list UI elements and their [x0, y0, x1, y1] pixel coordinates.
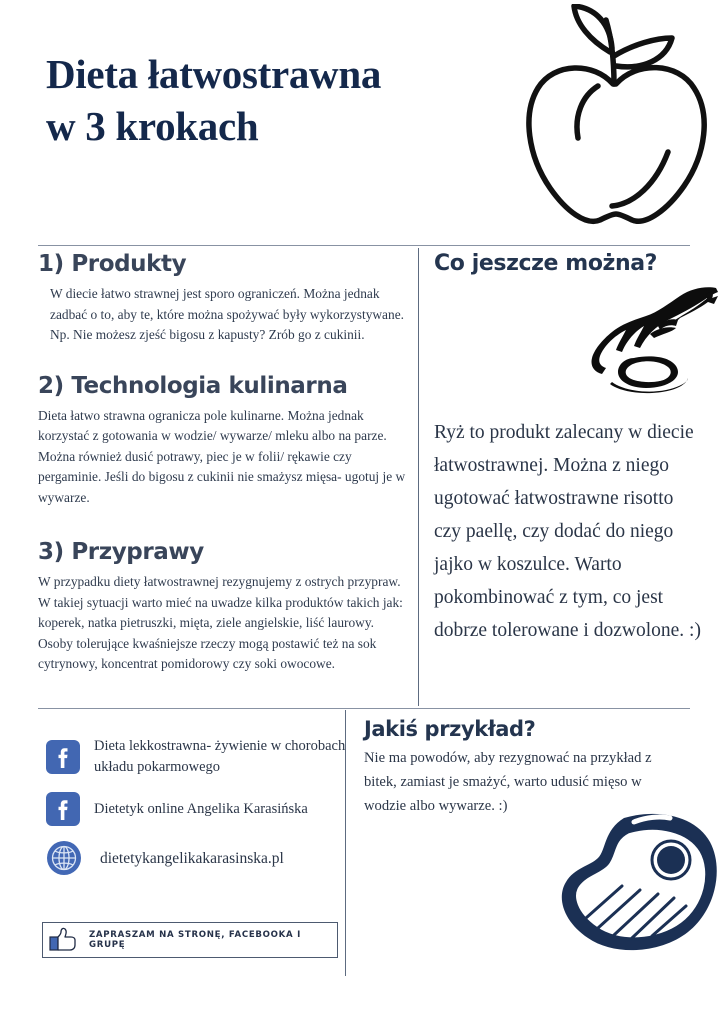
facebook-icon: [46, 792, 80, 826]
header: [0, 0, 724, 232]
step-section-1: [38, 250, 406, 346]
extras-column: [434, 250, 696, 278]
contact-item-website[interactable]: [46, 840, 346, 876]
step-2-heading: 2) Technologia kulinarna: [38, 372, 348, 399]
step-2-body: Dieta łatwo strawna ogranicza pole kulinarne. Można jednak korzystać z gotowania w wodzie/ wywarze/ mleku albo na parze. Można również dusić potrawy, piec je w folii/ rękawie czy pergaminie. Jeśli do bigosu z cukinii nie smażysz mięsa- ugotuj je w wywarze.: [38, 407, 406, 505]
step-section-2: [38, 372, 406, 509]
extras-body: Ryż to produkt zalecany w diecie łatwostrawnej. Można z niego ugotować łatwostrawne risotto czy paellę, czy dodać do niego jajko w koszulce. Warto pokombinować z tym, co jest dobrze tolerowane i dozwolone. :): [434, 421, 701, 641]
step-1-body: W diecie łatwo strawnej jest sporo ograniczeń. Można jednak zadbać o to, aby te, które można spożywać były wykorzystywane. Np. Nie możesz zjeść bigosu z kapusty? Zrób go z cukinii.: [50, 286, 404, 342]
contact-label-facebook-profile: Dietetyk online Angelika Karasińska: [94, 800, 308, 817]
facebook-icon: [46, 740, 80, 774]
example-section: [364, 716, 664, 818]
thumbs-up-icon: [49, 927, 79, 953]
example-body: Nie ma powodów, aby rezygnować na przykład z bitek, zamiast je smażyć, warto udusić mięso w wodzie albo wywarze. :): [364, 750, 652, 814]
steps-column: [38, 250, 406, 675]
example-heading: Jakiś przykład?: [364, 717, 536, 741]
contact-item-facebook-profile[interactable]: [46, 792, 346, 826]
divider-bottom-horizontal: [38, 708, 690, 709]
steak-icon: [556, 806, 724, 956]
step-1-heading: 1) Produkty: [38, 251, 187, 277]
page-title: [46, 48, 516, 152]
contacts-list: [46, 736, 346, 890]
page-title-line-1: Dieta łatwostrawna: [46, 51, 382, 97]
cta-banner[interactable]: [42, 922, 338, 958]
step-3-body: W przypadku diety łatwostrawnej rezygnujemy z ostrych przypraw. W takiej sytuacji warto mieć na uwadze kilka produktów takich jak: koperek, natka pietruszki, mięta, ziele angielskie, liść laurowy. Osoby tolerujące kwaśniejsze rzeczy mogą postawić też na sok cytrynowy, koncentrat pomidorowy czy soki owocowe.: [38, 574, 403, 671]
hand-holding-food-sketch-icon: [588, 282, 720, 394]
extras-heading: Co jeszcze można?: [434, 251, 658, 276]
apple-line-art-icon: [516, 4, 716, 230]
step-3-heading: 3) Przyprawy: [38, 539, 204, 565]
divider-main-vertical: [418, 248, 419, 706]
globe-icon: [46, 840, 82, 876]
divider-top-horizontal: [38, 245, 690, 246]
contact-label-facebook-page: Dieta lekkostrawna- żywienie w chorobach układu pokarmowego: [94, 738, 346, 775]
cta-text: ZAPRASZAM NA STRONĘ, FACEBOOKA I GRUPĘ: [89, 930, 301, 950]
contact-item-facebook-page[interactable]: [46, 736, 346, 778]
contact-label-website: dietetykangelikakarasinska.pl: [100, 849, 284, 867]
page-title-line-2: w 3 krokach: [46, 103, 259, 149]
step-section-3: [38, 538, 406, 675]
